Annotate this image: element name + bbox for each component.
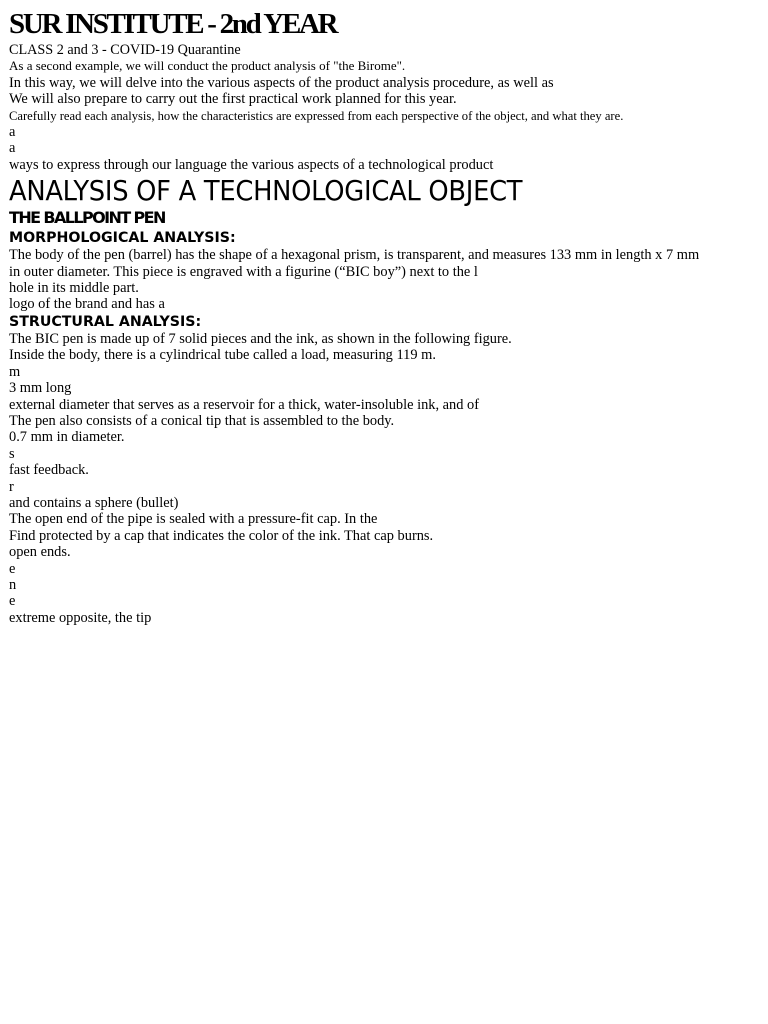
structural-line: fast feedback. <box>9 462 89 479</box>
document-title: SUR INSTITUTE - 2nd YEAR <box>9 8 337 40</box>
morphological-line: hole in its middle part. <box>9 280 139 297</box>
intro-line: ways to express through our language the various aspects of a technological product <box>9 156 494 173</box>
intro-line: a <box>9 124 16 141</box>
class-line: CLASS 2 and 3 - COVID-19 Quarantine <box>9 42 241 58</box>
structural-line: open ends. <box>9 544 71 561</box>
structural-line: s <box>9 445 15 462</box>
intro-line: Carefully read each analysis, how the characteristics are expressed from each perspective of the object, and what they are. <box>9 108 624 123</box>
structural-line: extreme opposite, the tip <box>9 609 152 626</box>
structural-line: 3 mm long <box>9 380 72 397</box>
structural-line: The open end of the pipe is sealed with a pressure-fit cap. In the <box>9 511 378 528</box>
structural-line: The BIC pen is made up of 7 solid pieces and the ink, as shown in the following figure. <box>9 330 512 347</box>
structural-line: Find protected by a cap that indicates the color of the ink. That cap burns. <box>9 527 434 544</box>
structural-line: e <box>9 560 16 577</box>
structural-line: external diameter that serves as a reservoir for a thick, water-insoluble ink, and of <box>9 396 480 413</box>
morphological-heading: MORPHOLOGICAL ANALYSIS: <box>9 230 236 247</box>
intro-line: As a second example, we will conduct the product analysis of "the Birome". <box>9 58 406 74</box>
structural-line: m <box>9 363 21 380</box>
morphological-line: logo of the brand and has a <box>9 296 165 313</box>
intro-line: a <box>9 140 16 157</box>
structural-line: e <box>9 593 16 610</box>
intro-line: In this way, we will delve into the various aspects of the product analysis procedure, as well as <box>9 74 554 91</box>
main-heading: ANALYSIS OF A TECHNOLOGICAL OBJECT <box>9 174 523 208</box>
structural-heading: STRUCTURAL ANALYSIS: <box>9 313 202 330</box>
intro-line: We will also prepare to carry out the first practical work planned for this year. <box>9 91 457 108</box>
morphological-paragraph: The body of the pen (barrel) has the shape of a hexagonal prism, is transparent, and measures 133 mm in length x 7 mm in outer diameter. This piece is engraved with a figurine (“BIC boy”) next to the l <box>9 247 700 280</box>
structural-line: Inside the body, there is a cylindrical tube called a load, measuring 119 m. <box>9 347 436 364</box>
structural-line: 0.7 mm in diameter. <box>9 429 125 446</box>
structural-line: r <box>9 478 14 495</box>
structural-line: and contains a sphere (bullet) <box>9 494 179 511</box>
document-page <box>9 6 759 626</box>
structural-line: n <box>9 576 17 593</box>
subheading: THE BALLPOINT PEN <box>9 208 165 228</box>
structural-line: The pen also consists of a conical tip that is assembled to the body. <box>9 412 395 429</box>
